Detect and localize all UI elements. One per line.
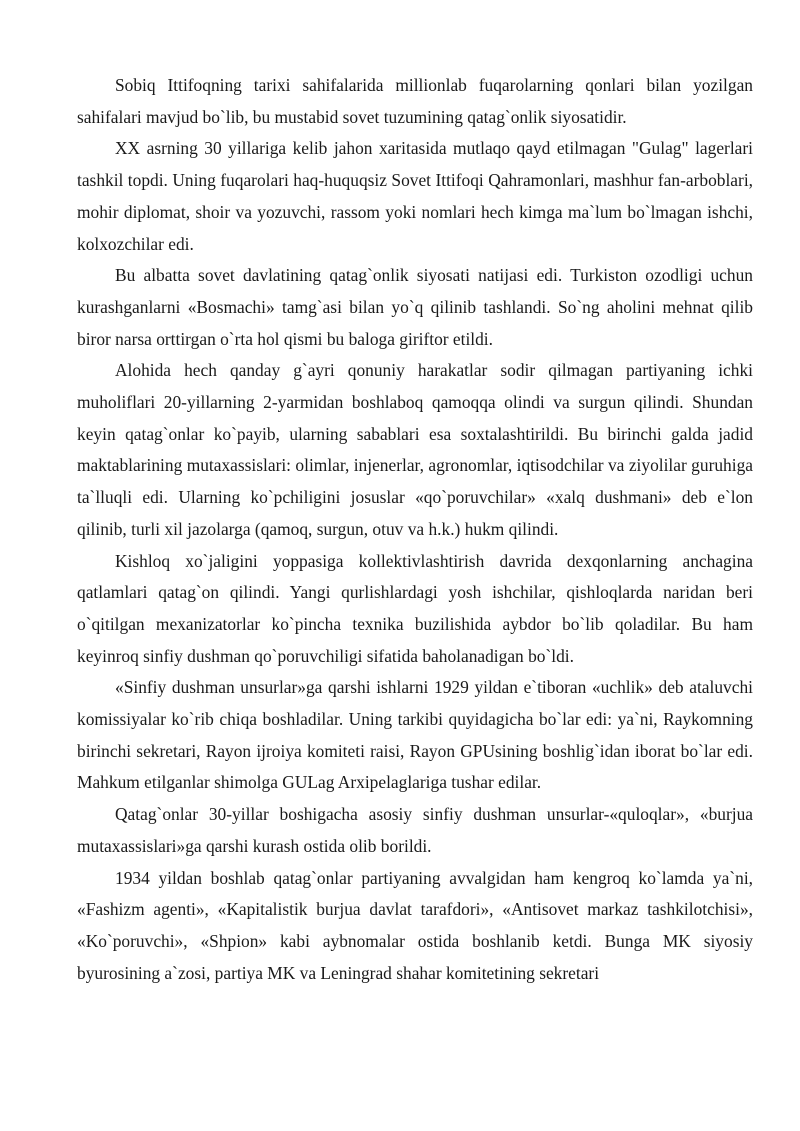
paragraph-4: Alohida hech qanday g`ayri qonuniy harakatlar sodir qilmagan partiyaning ichki muholiflari 20-yillarning 2-yarmidan boshlaboq qamoqqa olindi va surgun qilindi. Shundan keyin qatag`onlar ko`payib, ularning sabablari esa soxtalashtirildi. Bu birinchi galda jadid maktablarining mutaxassislari: olimlar, injenerlar, agronomlar, iqtisodchilar va ziyolilar guruhiga ta`lluqli edi. Ularning ko`pchiligini josuslar «qo`poruvchilar» «xalq dushmani» deb e`lon qilinib, turli xil jazolarga (qamoq, surgun, otuv va h.k.) hukm qilindi. xyxy=(77,360,753,539)
document-page xyxy=(77,70,753,989)
paragraph-1: Sobiq Ittifoqning tarixi sahifalarida millionlab fuqarolarning qonlari bilan yozilgan sahifalari mavjud bo`lib, bu mustabid sovet tuzumining qatag`onlik siyosatidir. xyxy=(77,75,753,127)
paragraph-7: Qatag`onlar 30-yillar boshigacha asosiy sinfiy dushman unsurlar-«quloqlar», «burjua mutaxassislari»ga qarshi kurash ostida olib borildi. xyxy=(77,804,753,856)
paragraph-6: «Sinfiy dushman unsurlar»ga qarshi ishlarni 1929 yildan e`tiboran «uchlik» deb ataluvchi komissiyalar ko`rib chiqa boshladilar. Uning tarkibi quyidagicha bo`lar edi: ya`ni, Raykomning birinchi sekretari, Rayon ijroiya komiteti raisi, Rayon GPUsining boshlig`idan iborat bo`lar edi. Mahkum etilganlar shimolga GULag Arxipelaglariga tushar edilar. xyxy=(77,677,753,793)
paragraph-3: Bu albatta sovet davlatining qatag`onlik siyosati natijasi edi. Turkiston ozodligi uchun kurashganlarni «Bosmachi» tamg`asi bilan yo`q qilinib tashlandi. So`ng aholini mehnat qilib biror narsa orttirgan o`rta hol qismi bu baloga giriftor etildi. xyxy=(77,265,753,349)
paragraph-8: 1934 yildan boshlab qatag`onlar partiyaning avvalgidan ham kengroq ko`lamda ya`ni, «Fashizm agenti», «Kapitalistik burjua davlat tarafdori», «Antisovet markaz tashkilotchisi», «Ko`poruvchi», «Shpion» kabi aybnomalar ostida boshlanib ketdi. Bunga MK siyosiy byurosining a`zosi, partiya MK va Leningrad shahar komitetining sekretari xyxy=(77,867,753,983)
paragraph-2: XX asrning 30 yillariga kelib jahon xaritasida mutlaqo qayd etilmagan "Gulag" lagerlari tashkil topdi. Uning fuqarolari haq-huquqsiz Sovet Ittifoqi Qahramonlari, mashhur fan-arboblari, mohir diplomat, shoir va yozuvchi, rassom yoki nomlari hech kimga ma`lum bo`lmagan ishchi, kolxozchilar edi. xyxy=(77,138,753,254)
paragraph-5: Kishloq xo`jaligini yoppasiga kollektivlashtirish davrida dexqonlarning anchagina qatlamlari qatag`on qilindi. Yangi qurlishlardagi yosh ishchilar, qishloqlarda naridan beri o`qitilgan mexanizatorlar ko`pincha texnika buzilishida aybdor bo`lib qoladilar. Bu ham keyinroq sinfiy dushman qo`poruvchiligi sifatida baholanadigan bo`ldi. xyxy=(77,550,753,666)
